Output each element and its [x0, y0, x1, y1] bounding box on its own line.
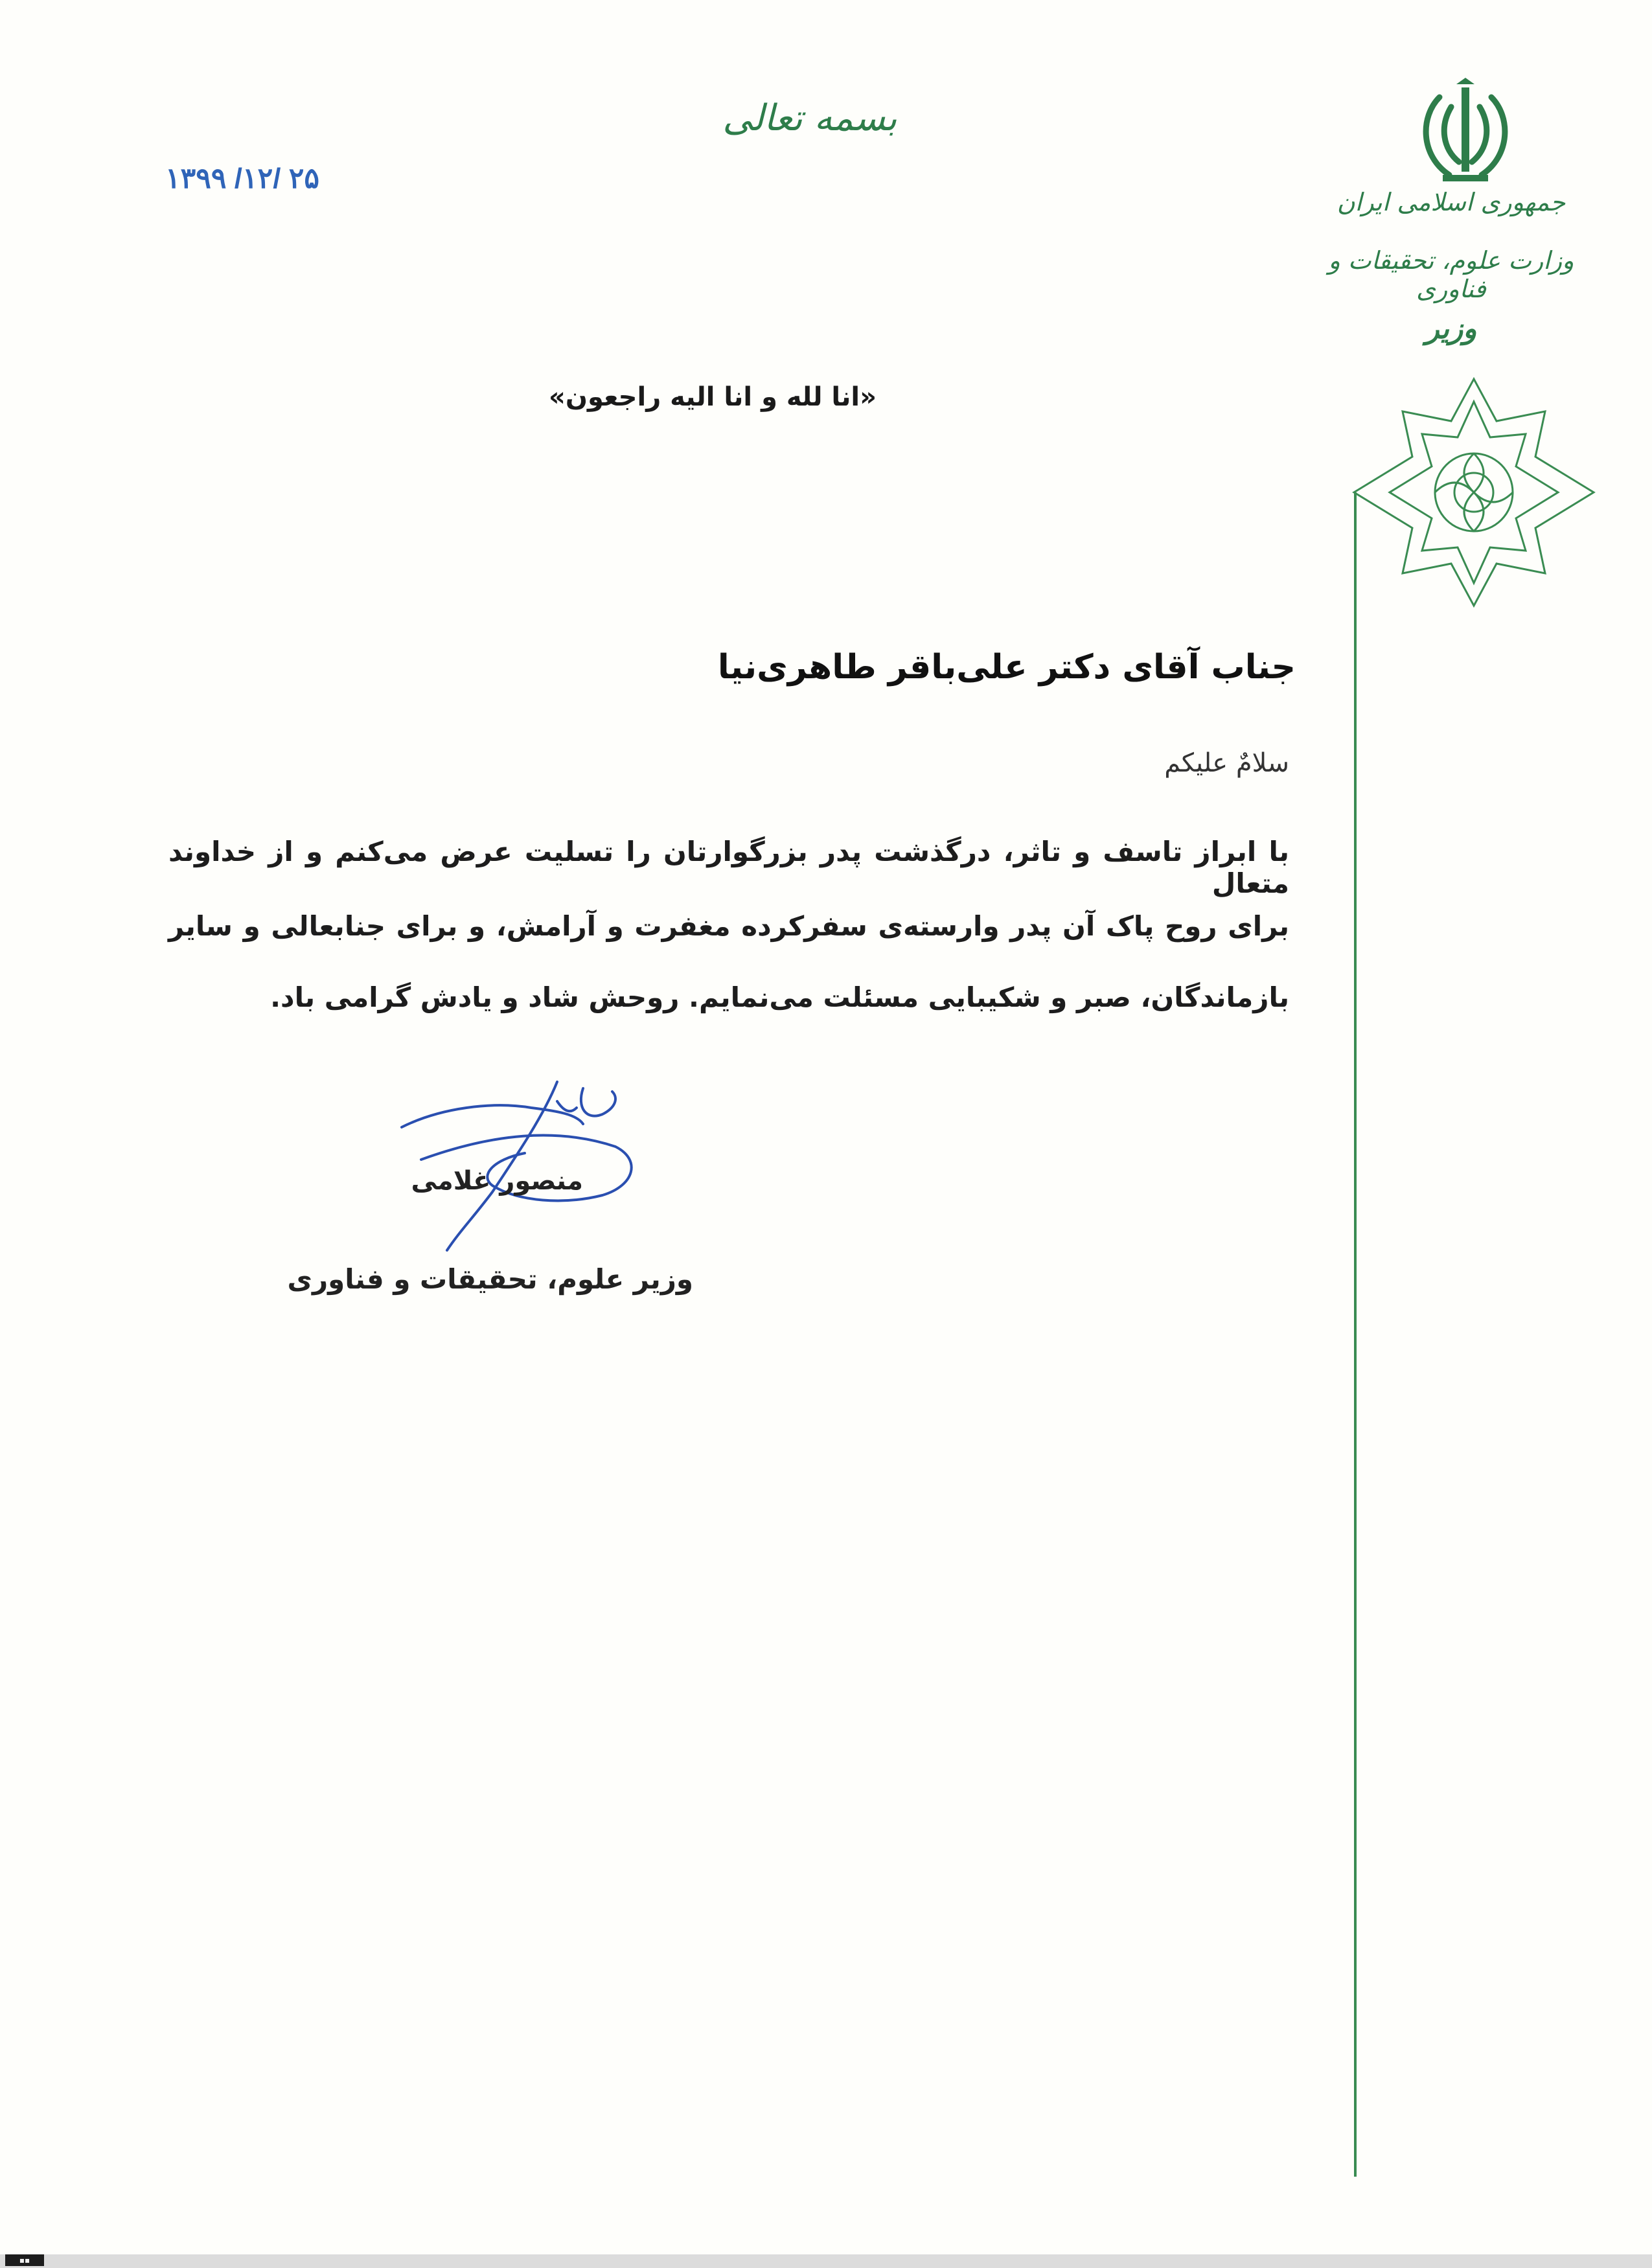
condolence-verse: «انا لله و انا الیه راجعون»	[549, 382, 877, 412]
basmala-heading: بسمه تعالی	[722, 97, 897, 139]
org-line-minister: وزیر	[1425, 312, 1477, 345]
body-line-1: با ابراز تاسف و تاثر، درگذشت پدر بزرگوارتان را تسلیت عرض می‌کنم و از خداوند متعال	[168, 836, 1289, 899]
org-line-ministry: وزارت علوم، تحقیقات و فناوری	[1328, 246, 1574, 303]
body-line-2: برای روح پاک آن پدر وارسته‌ی سفرکرده مغفرت و آرامش، و برای جنابعالی و سایر	[168, 910, 1289, 942]
org-line-republic: جمهوری اسلامی ایران	[1337, 188, 1566, 216]
signer-name: منصور غلامی	[411, 1166, 583, 1196]
iran-emblem-icon	[1414, 78, 1517, 188]
signer-title: وزیر علوم، تحقیقات و فناوری	[287, 1263, 693, 1295]
addressee: جناب آقای دکتر علی‌باقر طاهری‌نیا	[717, 648, 1296, 687]
greeting: سلامٌ علیکم	[1164, 748, 1289, 778]
handwritten-signature-icon	[363, 1062, 674, 1257]
scan-bottom-strip	[0, 2254, 1652, 2268]
letter-date: ۱۳۹۹ /۱۲/ ۲۵	[165, 163, 319, 194]
body-line-3: بازماندگان، صبر و شکیبایی مسئلت می‌نمایم. روحش شاد و یادش گرامی باد.	[270, 981, 1289, 1013]
corner-watermark: ▪▪	[5, 2254, 44, 2266]
margin-divider-line	[1354, 492, 1357, 2177]
ornament-medallion-icon	[1351, 376, 1597, 609]
